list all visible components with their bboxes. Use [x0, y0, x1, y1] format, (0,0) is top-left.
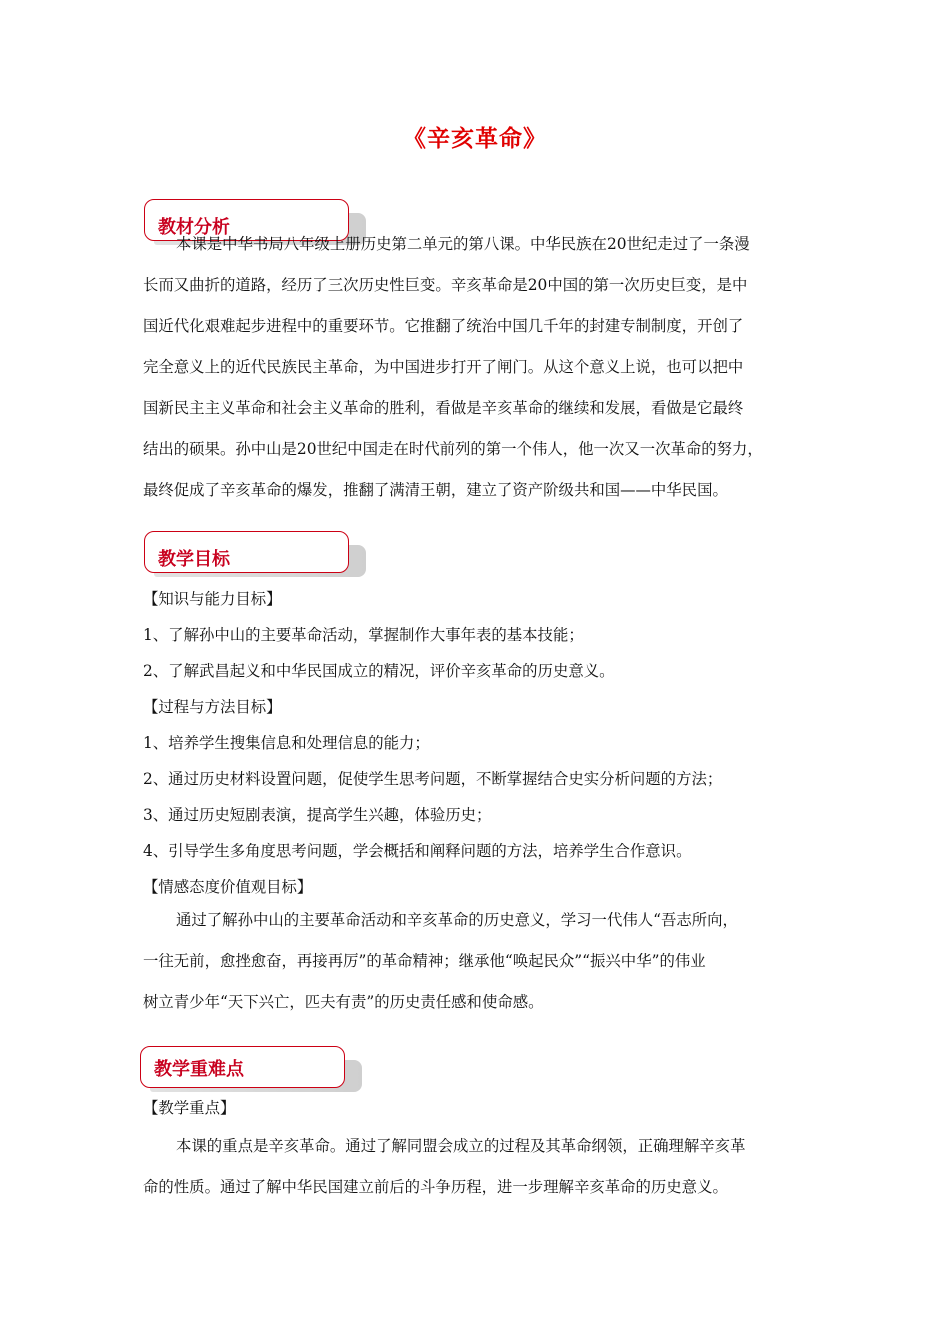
- paragraph-line: 本课的重点是辛亥革命。通过了解同盟会成立的过程及其革命纲领，正确理解辛亥革: [176, 1137, 746, 1155]
- paragraph-line: 完全意义上的近代民族民主革命，为中国进步打开了闸门。从这个意义上说，也可以把中: [143, 358, 744, 376]
- paragraph-line: 国近代化艰难起步进程中的重要环节。它推翻了统治中国几千年的封建专制制度，开创了: [143, 317, 744, 335]
- list-item: 2、了解武昌起义和中华民国成立的精况，评价辛亥革命的历史意义。: [143, 662, 615, 680]
- subsection-heading: 【教学重点】: [143, 1099, 236, 1117]
- document-title: 《辛亥革命》: [403, 126, 547, 152]
- section-body-teaching-goals: [143, 581, 823, 905]
- subsection-heading: 【过程与方法目标】: [143, 698, 282, 716]
- paragraph-line: 一往无前，愈挫愈奋，再接再厉”的革命精神；继承他“唤起民众”“振兴中华”的伟业: [143, 952, 706, 970]
- list-item: 2、通过历史材料设置问题，促使学生思考问题，不断掌握结合史实分析问题的方法；: [143, 770, 723, 788]
- section-body-key-points: [143, 1090, 823, 1208]
- section-body-emotion-goal: [143, 900, 823, 1023]
- section-header-label: 教学重难点: [154, 1059, 244, 1080]
- list-item: 1、培养学生搜集信息和处理信息的能力；: [143, 734, 430, 752]
- list-item: 3、通过历史短剧表演，提高学生兴趣，体验历史；: [143, 806, 492, 824]
- paragraph-line: 本课是中华书局八年级上册历史第二单元的第八课。中华民族在20世纪走过了一条漫: [176, 235, 750, 253]
- paragraph-line: 国新民主主义革命和社会主义革命的胜利，看做是辛亥革命的继续和发展，看做是它最终: [143, 399, 744, 417]
- paragraph-line: 长而又曲折的道路，经历了三次历史性巨变。辛亥革命是20中国的第一次历史巨变，是中: [143, 276, 748, 294]
- subsection-heading: 【情感态度价值观目标】: [143, 878, 313, 896]
- list-item: 4、引导学生多角度思考问题，学会概括和阐释问题的方法，培养学生合作意识。: [143, 842, 692, 860]
- section-body-textbook-analysis: [143, 224, 823, 511]
- subsection-heading: 【知识与能力目标】: [143, 590, 282, 608]
- paragraph-line: 通过了解孙中山的主要革命活动和辛亥革命的历史意义，学习一代伟人“吾志所向，: [176, 911, 738, 929]
- section-header-label: 教学目标: [158, 549, 230, 570]
- paragraph-line: 结出的硕果。孙中山是20世纪中国走在时代前列的第一个伟人，他一次又一次革命的努力，: [143, 440, 763, 458]
- list-item: 1、了解孙中山的主要革命活动，掌握制作大事年表的基本技能；: [143, 626, 584, 644]
- section-header-teaching-goals: [144, 531, 366, 577]
- paragraph-line: 树立青少年“天下兴亡，匹夫有责”的历史责任感和使命感。: [143, 993, 544, 1011]
- section-header-label: 教材分析: [158, 217, 230, 238]
- paragraph-line: 最终促成了辛亥革命的爆发，推翻了满清王朝，建立了资产阶级共和国——中华民国。: [143, 481, 728, 499]
- paragraph-line: 命的性质。通过了解中华民国建立前后的斗争历程，进一步理解辛亥革命的历史意义。: [143, 1178, 728, 1196]
- section-header-key-points: [140, 1046, 362, 1092]
